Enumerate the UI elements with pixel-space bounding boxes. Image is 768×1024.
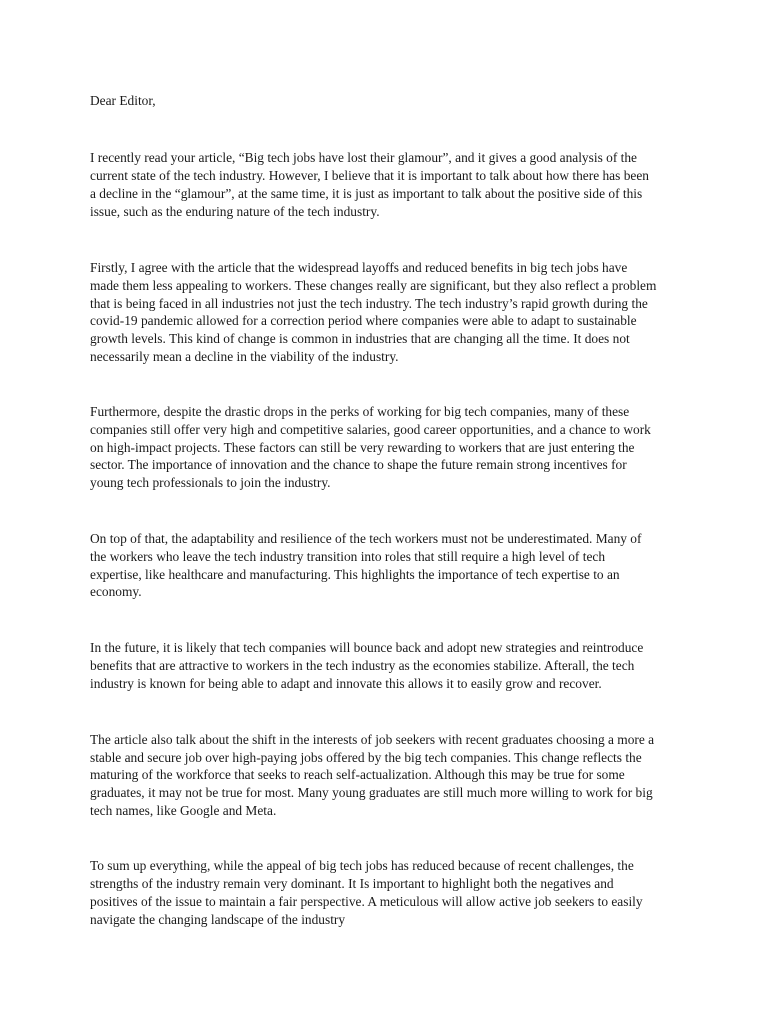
paragraph-line: on high-impact projects. These factors can still be very rewarding to workers that are just entering the (90, 440, 635, 455)
salutation: Dear Editor, (90, 93, 156, 108)
paragraph-line: tech names, like Google and Meta. (90, 803, 277, 818)
paragraph-line: Firstly, I agree with the article that the widespread layoffs and reduced benefits in big tech jobs have (90, 260, 628, 275)
paragraph-line: graduates, it may not be true for most. Many young graduates are still much more willing to work for big (90, 785, 653, 800)
paragraph-line: Furthermore, despite the drastic drops in the perks of working for big tech companies, many of these (90, 404, 630, 419)
paragraph-line: To sum up everything, while the appeal of big tech jobs has reduced because of recent challenges, the (90, 858, 634, 873)
paragraph-line: industry is known for being able to adapt and innovate this allows it to easily grow and recover. (90, 676, 602, 691)
paragraph-line: a decline in the “glamour”, at the same time, it is just as important to talk about the positive side of this (90, 186, 643, 201)
paragraph-line: made them less appealing to workers. These changes really are significant, but they also reflect a problem (90, 278, 657, 293)
paragraph-line: The article also talk about the shift in the interests of job seekers with recent graduates choosing a more a (90, 732, 655, 747)
paragraph-line: young tech professionals to join the industry. (90, 475, 331, 490)
paragraph-line: economy. (90, 584, 142, 599)
paragraph-line: In the future, it is likely that tech companies will bounce back and adopt new strategies and reintroduce (90, 640, 644, 655)
paragraph-line: On top of that, the adaptability and resilience of the tech workers must not be underestimated. Many of (90, 531, 642, 546)
paragraph-line: companies still offer very high and competitive salaries, good career opportunities, and a chance to work (90, 422, 651, 437)
paragraph-line: growth levels. This kind of change is common in industries that are changing all the time. It does not (90, 331, 630, 346)
paragraph-line: covid-19 pandemic allowed for a correction period where companies were able to adapt to sustainable (90, 313, 637, 328)
paragraph-line: expertise, like healthcare and manufacturing. This highlights the importance of tech expertise to an (90, 567, 620, 582)
paragraph-line: current state of the tech industry. However, I believe that it is important to talk about how there has been (90, 168, 649, 183)
paragraph-line: issue, such as the enduring nature of the tech industry. (90, 204, 380, 219)
paragraph-line: stable and secure job over high-paying jobs offered by the big tech companies. This change reflects the (90, 750, 642, 765)
paragraph-line: that is being faced in all industries not just the tech industry. The tech industry’s rapid growth during the (90, 296, 648, 311)
paragraph-line: strengths of the industry remain very dominant. It Is important to highlight both the negatives and (90, 876, 614, 891)
paragraph-line: benefits that are attractive to workers in the tech industry as the economies stabilize. Afterall, the tech (90, 658, 635, 673)
paragraph-line: the workers who leave the tech industry transition into roles that still require a high level of tech (90, 549, 606, 564)
paragraph-line: I recently read your article, “Big tech jobs have lost their glamour”, and it gives a good analysis of the (90, 150, 637, 165)
paragraph-line: positives of the issue to maintain a fair perspective. A meticulous will allow active job seekers to easily (90, 894, 643, 909)
paragraph-line: navigate the changing landscape of the industry (90, 912, 346, 927)
paragraph-line: sector. The importance of innovation and the chance to shape the future remain strong incentives for (90, 457, 627, 472)
paragraph-line: maturing of the workforce that seeks to reach self-actualization. Although this may be true for some (90, 767, 625, 782)
paragraph-line: necessarily mean a decline in the viability of the industry. (90, 349, 399, 364)
